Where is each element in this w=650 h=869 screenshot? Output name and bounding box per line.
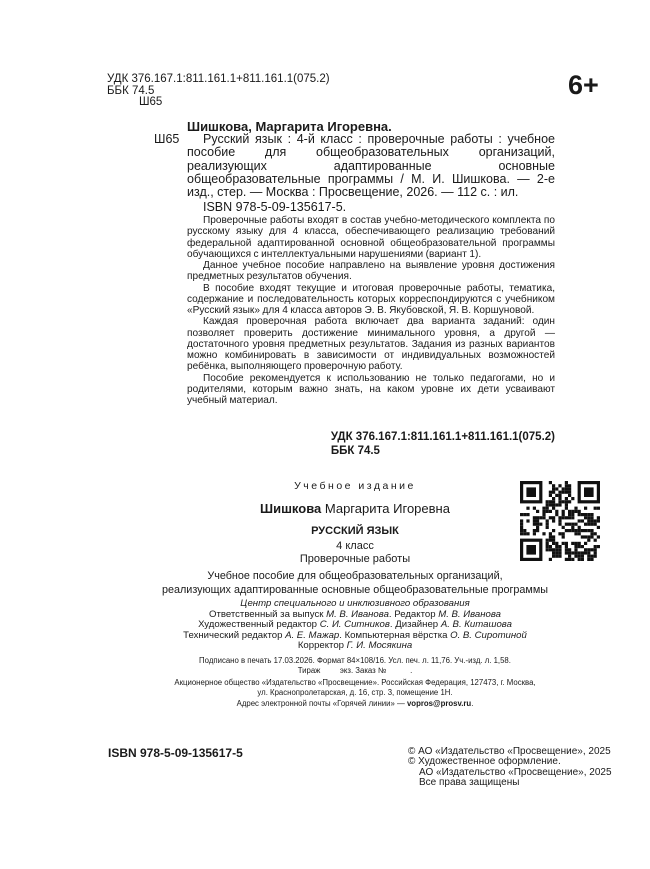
qr-module bbox=[584, 513, 587, 516]
qr-module bbox=[558, 484, 561, 487]
qr-module bbox=[574, 555, 577, 558]
qr-module bbox=[549, 548, 552, 551]
qr-module bbox=[584, 535, 587, 538]
qr-module bbox=[565, 491, 568, 494]
qr-module bbox=[584, 551, 587, 554]
qr-module bbox=[594, 523, 597, 526]
qr-module bbox=[542, 532, 545, 535]
qr-module bbox=[523, 513, 526, 516]
qr-module bbox=[574, 545, 577, 548]
footer-isbn: ISBN 978-5-09-135617-5 bbox=[108, 746, 243, 760]
qr-module bbox=[546, 510, 549, 513]
qr-module bbox=[587, 535, 590, 538]
qr-module bbox=[536, 529, 539, 532]
qr-module bbox=[594, 555, 597, 558]
qr-module bbox=[594, 545, 597, 548]
qr-module bbox=[549, 481, 552, 484]
qr-module bbox=[558, 545, 561, 548]
qr-module bbox=[536, 519, 539, 522]
age-rating: 6+ bbox=[568, 70, 599, 100]
qr-module bbox=[594, 532, 597, 535]
qr-module bbox=[597, 507, 600, 510]
work-type: Проверочные работы bbox=[299, 553, 411, 565]
qr-module bbox=[590, 516, 593, 519]
qr-module bbox=[533, 516, 536, 519]
qr-module bbox=[546, 539, 549, 542]
annotation-paragraph: Пособие рекомендуется к использованию не только педагогами, но и родителями, которым важно знать, на каком уровне их дети усваивают учебный материал. bbox=[187, 372, 555, 406]
qr-module bbox=[565, 503, 568, 506]
qr-module bbox=[520, 519, 523, 522]
qr-module bbox=[539, 516, 542, 519]
qr-module bbox=[590, 523, 593, 526]
description bbox=[105, 570, 605, 597]
imprint-author bbox=[200, 501, 510, 517]
qr-module bbox=[562, 542, 565, 545]
qr-module bbox=[558, 555, 561, 558]
qr-module bbox=[578, 529, 581, 532]
annotation-paragraph: Проверочные работы входят в состав учебно-методического комплекта по русскому языку для 4 класса, обеспечивающего реализацию требований федеральной адаптированной основной общеобразовательной программы обучающихся с интеллектуальными нарушениями (вариант 1). bbox=[187, 215, 555, 260]
qr-module bbox=[558, 523, 561, 526]
qr-module bbox=[523, 532, 526, 535]
qr-module bbox=[520, 513, 523, 516]
qr-module bbox=[552, 519, 555, 522]
qr-module bbox=[565, 542, 568, 545]
qr-module bbox=[526, 532, 529, 535]
qr-module bbox=[581, 519, 584, 522]
staff-line: Технический редактор А. Е. Мажар. Компьютерная вёрстка О. В. Сиротиной bbox=[183, 629, 527, 641]
qr-module bbox=[562, 500, 565, 503]
qr-module bbox=[523, 529, 526, 532]
qr-module bbox=[590, 548, 593, 551]
qr-module bbox=[594, 551, 597, 554]
address-line: ул. Краснопролетарская, д. 16, стр. 3, помещение 1Н. bbox=[257, 687, 453, 697]
qr-module bbox=[578, 526, 581, 529]
qr-module bbox=[571, 558, 574, 561]
qr-module bbox=[520, 526, 523, 529]
qr-module bbox=[555, 487, 558, 490]
qr-module bbox=[571, 510, 574, 513]
catalog-author: Шишкова, Маргарита Игоревна. bbox=[187, 119, 392, 134]
qr-module bbox=[578, 513, 581, 516]
catalog-isbn: ISBN 978-5-09-135617-5. bbox=[203, 200, 347, 214]
qr-module bbox=[552, 539, 555, 542]
qr-module bbox=[568, 523, 571, 526]
qr-module bbox=[546, 507, 549, 510]
qr-module bbox=[526, 513, 529, 516]
copyright-line: АО «Издательство «Просвещение», 2025 bbox=[419, 766, 612, 778]
description-line: реализующих адаптированные основные общеобразовательные программы bbox=[161, 583, 549, 596]
qr-module bbox=[562, 516, 565, 519]
qr-module bbox=[587, 516, 590, 519]
qr-module bbox=[565, 487, 568, 490]
qr-module bbox=[542, 516, 545, 519]
qr-module bbox=[549, 494, 552, 497]
qr-module bbox=[568, 555, 571, 558]
qr-module bbox=[552, 516, 555, 519]
qr-module bbox=[568, 513, 571, 516]
qr-module bbox=[571, 529, 574, 532]
qr-module bbox=[536, 523, 539, 526]
qr-module bbox=[584, 516, 587, 519]
qr-module bbox=[565, 545, 568, 548]
qr-module bbox=[581, 555, 584, 558]
udk-header bbox=[107, 74, 330, 109]
qr-module bbox=[536, 526, 539, 529]
qr-module bbox=[542, 510, 545, 513]
qr-module bbox=[568, 484, 571, 487]
qr-module bbox=[552, 491, 555, 494]
qr-module bbox=[587, 558, 590, 561]
qr-module bbox=[571, 542, 574, 545]
qr-module bbox=[565, 558, 568, 561]
bbk-code: ББК 74.5 bbox=[107, 84, 155, 97]
qr-module bbox=[562, 491, 565, 494]
qr-module bbox=[562, 510, 565, 513]
qr-module bbox=[584, 523, 587, 526]
qr-module bbox=[549, 535, 552, 538]
copyright-line: Все права защищены bbox=[419, 777, 520, 789]
qr-module bbox=[587, 513, 590, 516]
author-mark: Ш65 bbox=[139, 96, 163, 109]
qr-module bbox=[546, 503, 549, 506]
qr-module bbox=[587, 551, 590, 554]
qr-module bbox=[549, 545, 552, 548]
qr-module bbox=[533, 519, 536, 522]
qr-module bbox=[552, 503, 555, 506]
qr-module bbox=[584, 529, 587, 532]
qr-module bbox=[546, 526, 549, 529]
qr-module bbox=[574, 542, 577, 545]
qr-module bbox=[597, 526, 600, 529]
qr-module bbox=[552, 484, 555, 487]
email-link[interactable]: vopros@prosv.ru bbox=[406, 699, 472, 708]
bbk-code-bold: ББК 74.5 bbox=[330, 444, 380, 457]
qr-module bbox=[568, 510, 571, 513]
print-info-line: Подписано в печать 17.03.2026. Формат 84×108/16. Усл. печ. л. 11,76. Уч.-изд. л. 1,58. bbox=[199, 656, 511, 665]
qr-module bbox=[558, 494, 561, 497]
catalog-code: Ш65 bbox=[154, 132, 180, 146]
author-surname: Шишкова bbox=[260, 501, 322, 516]
staff-credits bbox=[105, 599, 605, 652]
qr-module bbox=[520, 532, 523, 535]
qr-module bbox=[578, 532, 581, 535]
qr-module bbox=[565, 516, 568, 519]
qr-module bbox=[558, 500, 561, 503]
qr-module bbox=[562, 532, 565, 535]
qr-module bbox=[574, 523, 577, 526]
qr-module bbox=[565, 484, 568, 487]
qr-module bbox=[590, 513, 593, 516]
qr-module bbox=[597, 519, 600, 522]
qr-module bbox=[571, 523, 574, 526]
copyright-line: © АО «Издательство «Просвещение», 2025 bbox=[408, 746, 611, 757]
qr-module bbox=[590, 558, 593, 561]
qr-module bbox=[558, 519, 561, 522]
qr-module bbox=[565, 529, 568, 532]
qr-module bbox=[581, 545, 584, 548]
annotation-paragraph: Данное учебное пособие направлено на выявление уровня достижения предметных результатов обучения. bbox=[187, 260, 555, 283]
qr-module bbox=[565, 507, 568, 510]
annotation-paragraph: В пособие входят текущие и итоговая проверочные работы, тематика, содержание и последовательность которых корреспондируются с учебником «Русский язык» для 4 класса авторов Э. В. Якубовской, Я. В. Коршуновой. bbox=[187, 282, 555, 316]
staff-line: Художественный редактор С. И. Ситников. Дизайнер А. В. Киташова bbox=[198, 619, 512, 630]
qr-module bbox=[584, 542, 587, 545]
qr-module bbox=[533, 523, 536, 526]
qr-module bbox=[542, 513, 545, 516]
qr-module bbox=[587, 539, 590, 542]
qr-module bbox=[568, 494, 571, 497]
qr-finder bbox=[526, 487, 536, 497]
qr-module bbox=[581, 513, 584, 516]
qr-module bbox=[552, 535, 555, 538]
qr-module bbox=[555, 513, 558, 516]
qr-module bbox=[555, 545, 558, 548]
qr-module bbox=[562, 526, 565, 529]
qr-module bbox=[552, 548, 555, 551]
department: Центр специального и инклюзивного образования bbox=[240, 598, 470, 609]
qr-module bbox=[565, 523, 568, 526]
qr-module bbox=[565, 548, 568, 551]
qr-module bbox=[574, 507, 577, 510]
qr-module bbox=[549, 500, 552, 503]
staff-line: Ответственный за выпуск М. В. Иванова. Редактор М. В. Иванова bbox=[208, 608, 501, 620]
qr-module bbox=[520, 523, 523, 526]
qr-module bbox=[533, 532, 536, 535]
qr-module bbox=[549, 539, 552, 542]
grade: 4 класс bbox=[336, 540, 374, 552]
qr-module bbox=[558, 491, 561, 494]
qr-module bbox=[552, 551, 555, 554]
qr-module bbox=[584, 507, 587, 510]
qr-code bbox=[520, 481, 600, 561]
qr-module bbox=[552, 542, 555, 545]
print-info bbox=[105, 656, 605, 675]
qr-module bbox=[587, 555, 590, 558]
qr-module bbox=[558, 532, 561, 535]
qr-module bbox=[555, 551, 558, 554]
qr-module bbox=[594, 519, 597, 522]
qr-module bbox=[565, 500, 568, 503]
copyright-line: © Художественное оформление. bbox=[408, 756, 561, 768]
qr-module bbox=[590, 535, 593, 538]
qr-module bbox=[549, 516, 552, 519]
qr-module bbox=[565, 551, 568, 554]
qr-module bbox=[568, 491, 571, 494]
qr-module bbox=[552, 497, 555, 500]
qr-module bbox=[568, 548, 571, 551]
qr-module bbox=[571, 526, 574, 529]
annotation-paragraph: Каждая проверочная работа включает два варианта заданий: один позволяет проверить достижение минимального уровня, а другой — достаточного уровня предметных результатов. Задания из разных вариантов можно комбинировать в зависимости от индивидуальных возможностей ребёнка, выполняющего проверочную работу. bbox=[187, 316, 555, 373]
qr-module bbox=[578, 545, 581, 548]
qr-module bbox=[549, 503, 552, 506]
qr-module bbox=[555, 548, 558, 551]
qr-module bbox=[578, 510, 581, 513]
qr-module bbox=[562, 535, 565, 538]
qr-module bbox=[574, 551, 577, 554]
qr-module bbox=[555, 542, 558, 545]
qr-module bbox=[581, 535, 584, 538]
qr-module bbox=[587, 529, 590, 532]
qr-module bbox=[581, 529, 584, 532]
qr-module bbox=[574, 532, 577, 535]
qr-module bbox=[546, 523, 549, 526]
udk-code: УДК 376.167.1:811.161.1+811.161.1(075.2) bbox=[107, 73, 330, 85]
qr-module bbox=[568, 529, 571, 532]
qr-module bbox=[587, 523, 590, 526]
qr-module bbox=[594, 539, 597, 542]
qr-module bbox=[552, 529, 555, 532]
qr-module bbox=[574, 529, 577, 532]
qr-module bbox=[549, 510, 552, 513]
subject: РУССКИЙ ЯЗЫК bbox=[311, 525, 399, 537]
qr-module bbox=[546, 548, 549, 551]
address-line: Акционерное общество «Издательство «Просвещение». Российская Федерация, 127473, г. Москва, bbox=[174, 678, 536, 687]
qr-module bbox=[558, 503, 561, 506]
qr-module bbox=[574, 548, 577, 551]
qr-module bbox=[558, 497, 561, 500]
qr-module bbox=[555, 494, 558, 497]
qr-module bbox=[542, 507, 545, 510]
qr-module bbox=[536, 516, 539, 519]
qr-module bbox=[552, 555, 555, 558]
qr-module bbox=[555, 510, 558, 513]
qr-module bbox=[520, 529, 523, 532]
qr-module bbox=[590, 519, 593, 522]
edition-type: Учебное издание bbox=[294, 480, 416, 492]
qr-module bbox=[565, 481, 568, 484]
author-name: Маргарита Игоревна bbox=[324, 501, 450, 516]
qr-module bbox=[549, 558, 552, 561]
qr-module bbox=[546, 500, 549, 503]
qr-module bbox=[526, 519, 529, 522]
print-info-line: Тираж экз. Заказ № . bbox=[297, 665, 413, 675]
hotline-email: Адрес электронной почты «Горячей линии» — vopros@prosv.ru. bbox=[236, 699, 474, 708]
qr-module bbox=[546, 519, 549, 522]
qr-module bbox=[533, 507, 536, 510]
qr-module bbox=[552, 487, 555, 490]
qr-module bbox=[568, 558, 571, 561]
qr-module bbox=[581, 551, 584, 554]
qr-module bbox=[587, 548, 590, 551]
qr-module bbox=[590, 555, 593, 558]
qr-module bbox=[578, 558, 581, 561]
qr-module bbox=[549, 491, 552, 494]
staff-line: Корректор Г. И. Мосякина bbox=[297, 640, 413, 651]
qr-module bbox=[578, 519, 581, 522]
qr-module bbox=[562, 487, 565, 490]
qr-module bbox=[555, 555, 558, 558]
qr-finder bbox=[584, 487, 594, 497]
qr-module bbox=[568, 487, 571, 490]
qr-module bbox=[571, 513, 574, 516]
qr-module bbox=[587, 519, 590, 522]
qr-module bbox=[571, 497, 574, 500]
qr-module bbox=[574, 510, 577, 513]
qr-module bbox=[526, 507, 529, 510]
qr-module bbox=[597, 516, 600, 519]
qr-module bbox=[594, 548, 597, 551]
qr-module bbox=[565, 497, 568, 500]
description-line: Учебное пособие для общеобразовательных организаций, bbox=[207, 570, 503, 582]
email-label: Адрес электронной почты «Горячей линии» — bbox=[236, 699, 407, 708]
qr-module bbox=[546, 545, 549, 548]
qr-module bbox=[597, 545, 600, 548]
qr-module bbox=[578, 555, 581, 558]
qr-module bbox=[558, 516, 561, 519]
annotation bbox=[187, 215, 555, 406]
qr-module bbox=[568, 500, 571, 503]
qr-module bbox=[539, 523, 542, 526]
qr-module bbox=[597, 535, 600, 538]
qr-module bbox=[571, 516, 574, 519]
copyright bbox=[408, 747, 612, 789]
catalog-title: Русский язык : 4-й класс : проверочные работы : учебное пособие для общеобразовательных организаций, реализующих адаптированные основные общеобразовательные программы / М. И. Шишкова. — 2-е изд., стер. — Москва : Просвещение, 2026. — 112 с. : ил. bbox=[187, 132, 555, 200]
qr-module bbox=[552, 500, 555, 503]
qr-module bbox=[571, 551, 574, 554]
qr-module bbox=[584, 548, 587, 551]
qr-module bbox=[558, 551, 561, 554]
qr-module bbox=[568, 516, 571, 519]
qr-module bbox=[552, 507, 555, 510]
qr-module bbox=[555, 503, 558, 506]
qr-module bbox=[581, 558, 584, 561]
qr-module bbox=[590, 532, 593, 535]
qr-module bbox=[594, 507, 597, 510]
classification bbox=[331, 431, 555, 458]
qr-module bbox=[568, 551, 571, 554]
qr-finder bbox=[526, 545, 536, 555]
publisher-address bbox=[105, 678, 605, 697]
qr-module bbox=[562, 513, 565, 516]
qr-module bbox=[590, 529, 593, 532]
qr-module bbox=[549, 532, 552, 535]
qr-module bbox=[536, 510, 539, 513]
udk-code-bold: УДК 376.167.1:811.161.1+811.161.1(075.2) bbox=[330, 431, 555, 443]
qr-module bbox=[546, 542, 549, 545]
qr-module bbox=[578, 551, 581, 554]
qr-module bbox=[578, 542, 581, 545]
qr-module bbox=[558, 548, 561, 551]
qr-module bbox=[533, 529, 536, 532]
